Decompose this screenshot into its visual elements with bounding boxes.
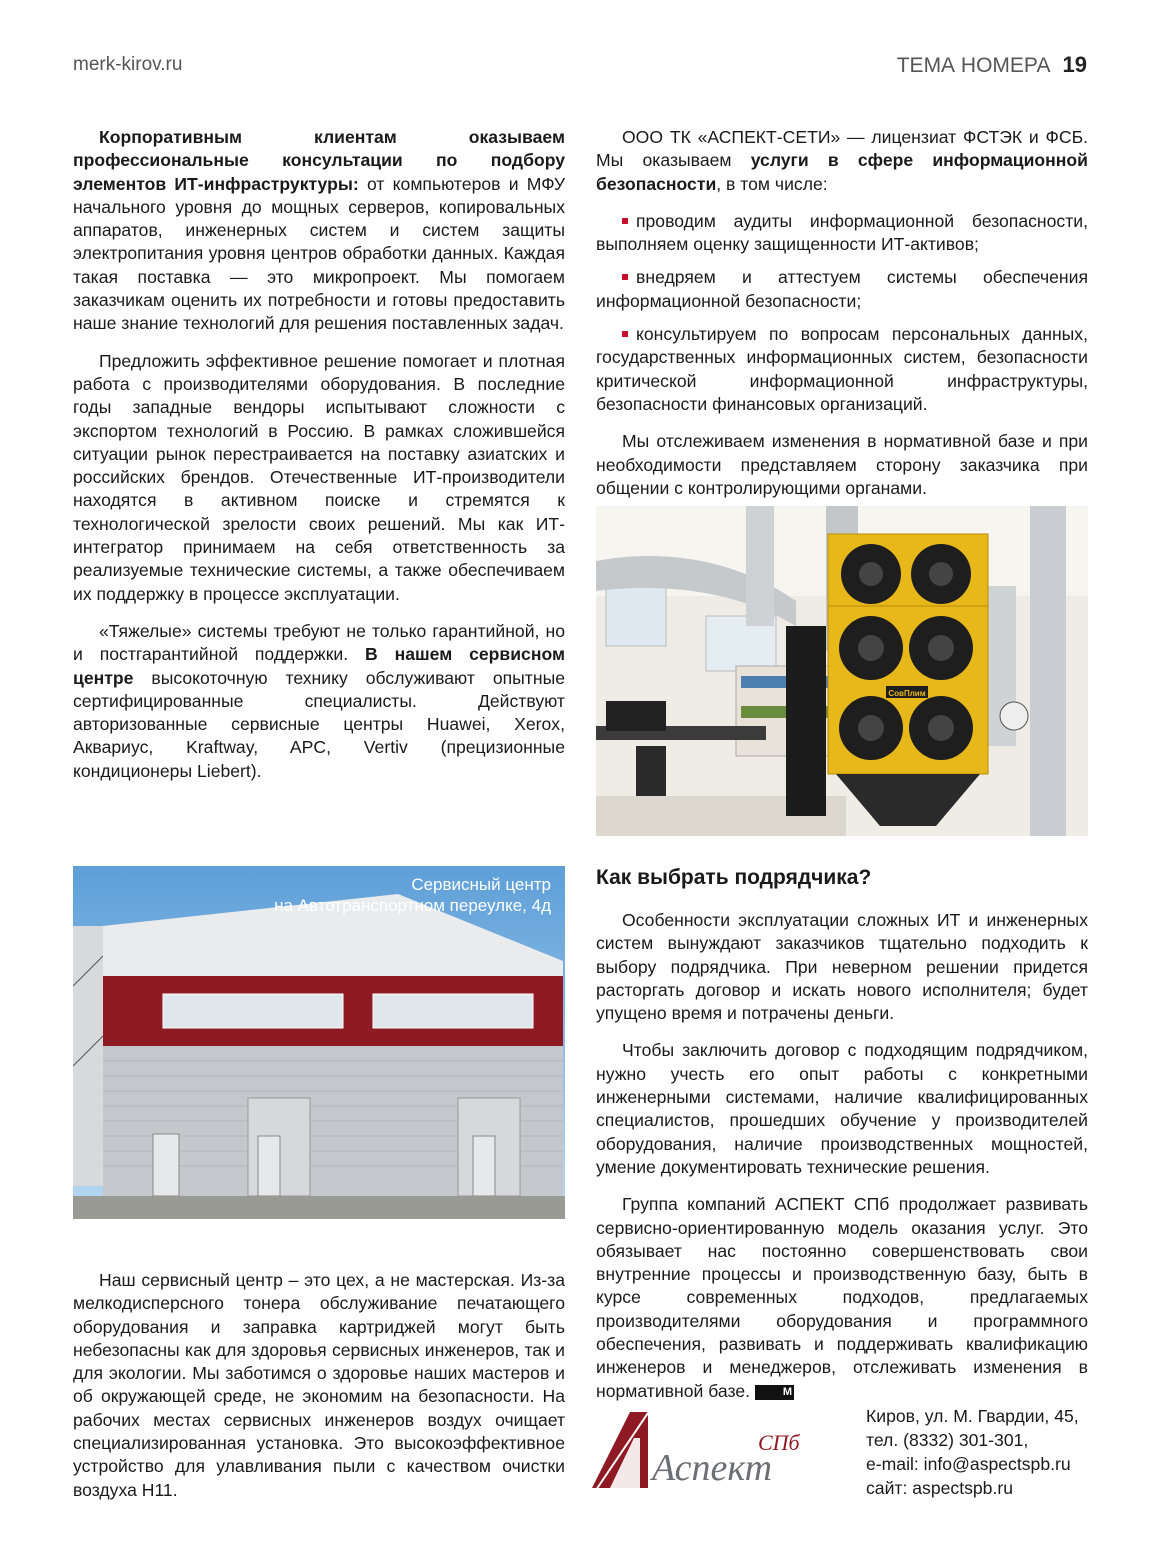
paragraph-text: высокоточную технику обслуживают опытные сертифицированные специалисты. Действуют авторизованные сервисные центры Huawei, Xerox, Аквариус, Kraftway, APC, Vertiv (прецизионные кондиционеры Liebert).: [73, 667, 565, 781]
contact-address: Киров, ул. М. Гвардии, 45,: [866, 1406, 1079, 1426]
workshop-illustration: [596, 506, 1088, 836]
left-column-bottom: [73, 1269, 565, 1516]
site-url: merk-kirov.ru: [73, 54, 183, 75]
paragraph: [73, 126, 565, 336]
paragraph-text: «Тяжелые» системы требуют не только гарантийной, но и постгарантийной поддержки.: [73, 620, 565, 665]
aspect-logo: [590, 1408, 820, 1494]
paragraph-text: , в том числе:: [716, 173, 828, 194]
contact-email[interactable]: e-mail: info@aspectspb.ru: [866, 1454, 1071, 1474]
list-item-text: внедряем и аттестуем системы обеспечения информационной безопасности;: [596, 267, 1088, 311]
paragraph-text: ООО ТК «АСПЕКТ-СЕТИ» — лицензиат ФСТЭК и ФСБ. Мы оказываем: [596, 127, 1088, 171]
bold-phrase: услуги в сфере информационной безопасности: [596, 150, 1088, 194]
photo-caption-line2: на Автотранспортном переулке, 4д: [274, 896, 551, 915]
logo-name: Аспект: [652, 1447, 773, 1489]
paragraph: Особенности эксплуатации сложных ИТ и инженерных систем вынуждают заказчиков тщательно подходить к выбору подрядчика. При неверном решении придется расторгать договор и искать нового исполнителя; будет упущено время и потрачены деньги.: [596, 910, 1088, 1024]
section-title: ТЕМА НОМЕРА: [896, 54, 1051, 77]
paragraph-text: от компьютеров и МФУ начального уровня до мощных серверов, копировальных аппаратов, инженерных систем и систем защиты электропитания уровня центров обработки данных. Каждая такая поставка — это микропроект. Мы помогаем заказчикам оценить их потребности и готовы предоставить наше знание технологий для решения поставленных задач.: [73, 173, 565, 334]
list-item: [596, 323, 1088, 416]
paragraph: Предложить эффективное решение помогает и плотная работа с производителями оборудования. В последние годы западные вендоры испытывают сложности с экспортом технологий в Россию. В рамках сложившейся ситуации рынок перестраивается на поставку азиатских и российских брендов. Отечественные ИТ-производители находятся в активном поиске и стремятся к технологической зрелости своих решений. Мы как ИТ-интегратор принимаем на себя ответственность за реализуемые технические системы, а также обеспечиваем их поддержку в процессе эксплуатации.: [73, 350, 565, 604]
page-header: [897, 52, 1087, 78]
photo-caption-line1: Сервисный центр: [411, 875, 551, 894]
list-item: [596, 210, 1088, 257]
logo-suffix: СПб: [758, 1430, 800, 1455]
services-list: [596, 210, 1088, 416]
building-photo: [73, 866, 565, 1219]
bullet-square-icon: [622, 218, 628, 224]
contacts-block: [866, 1404, 1079, 1500]
paragraph: Наш сервисный центр – это цех, а не мастерская. Из-за мелкодисперсного тонера обслуживание печатающего оборудования и заправка картриджей могут быть небезопасны как для здоровья сервисных инженеров, так и для экологии. Мы заботимся о здоровье наших мастеров и об окружающей среде, не экономим на безопасности. На рабочих местах сервисных инженеров воздух очищает специализированная установка. Это высокоэффективное устройство для улавливания пыли с качеством очистки воздуха H11.: [73, 1270, 565, 1500]
bullet-square-icon: [622, 274, 628, 280]
right-column-bottom: [596, 909, 1088, 1417]
paragraph: [596, 126, 1088, 196]
brand-plate: СовПлим: [888, 689, 926, 698]
left-column-top: [73, 126, 565, 797]
paragraph-text: Группа компаний АСПЕКТ СПб продолжает развивать сервисно-ориентированную модель оказания услуг. Это обязывает нас постоянно совершенствовать свои внутренние процессы и производственную базу, быть в курсе современных подходов, предлагаемых производителями оборудования и программного обеспечения, развивать и поддерживать квалификацию инженеров и менеджеров, отслеживать изменения в нормативной базе.: [596, 1194, 1088, 1401]
logo-mark: [590, 1408, 820, 1494]
bold-phrase: В нашем сервисном центре: [73, 644, 566, 688]
paragraph: [596, 1193, 1088, 1403]
list-item-text: консультируем по вопросам персональных данных, государственных информационных систем, безопасности критической информационной инфраструктуры, безопасности финансовых организаций.: [596, 324, 1088, 414]
list-item: [596, 266, 1088, 313]
paragraph: [73, 620, 565, 783]
paragraph: Чтобы заключить договор с подходящим подрядчиком, нужно учесть его опыт работы с конкретными инженерными системами, наличие квалифицированных специалистов, прошедших обучение у производителей оборудования, наличие производственных мощностей, умение документировать технические решения.: [596, 1040, 1088, 1177]
page-number: 19: [1062, 52, 1087, 77]
right-column-top: [596, 126, 1088, 514]
workshop-photo: [596, 506, 1088, 836]
building-illustration: [73, 866, 565, 1219]
contractor-heading: Как выбрать подрядчика?: [596, 866, 872, 889]
bold-lead: Корпоративным клиентам оказываем профессиональные консультации по подбору элементов ИТ-инфраструктуры:: [73, 127, 565, 194]
bullet-square-icon: [622, 331, 628, 337]
contact-phone: тел. (8332) 301-301,: [866, 1430, 1029, 1450]
contact-site[interactable]: сайт: aspectspb.ru: [866, 1478, 1013, 1498]
list-item-text: проводим аудиты информационной безопасности, выполняем оценку защищенности ИТ-активов;: [596, 210, 1088, 255]
end-mark-icon: M: [755, 1385, 794, 1400]
paragraph: Мы отслеживаем изменения в нормативной базе и при необходимости представляем сторону заказчика при общении с контролирующими органами.: [596, 431, 1088, 498]
